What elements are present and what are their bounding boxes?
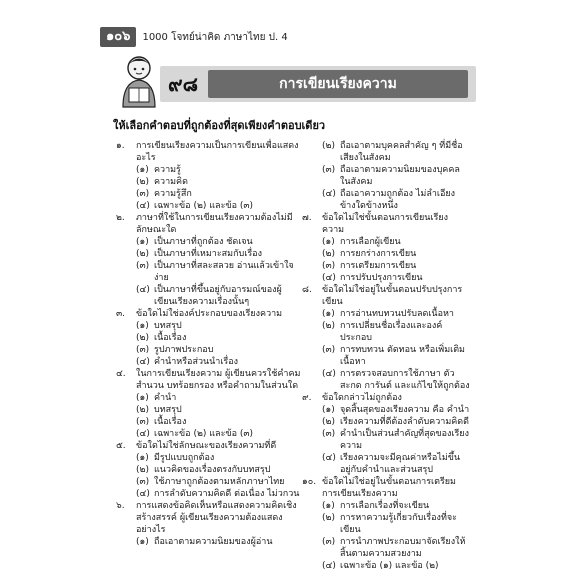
answer-option <box>302 428 470 452</box>
chapter-title: การเขียนเรียงความ <box>279 76 397 92</box>
option-text: เฉพาะข้อ (๒) และข้อ (๓) <box>154 201 254 211</box>
option-text: การลำดับความคิดดี ต่อเนื่อง ไม่วกวน <box>154 489 300 499</box>
answer-option <box>302 260 470 272</box>
question-number: ๕. <box>116 441 126 451</box>
option-number: (๑) <box>136 453 149 463</box>
option-number: (๒) <box>136 177 149 187</box>
answer-option <box>116 188 302 200</box>
page-number: ๑๐๖ <box>100 27 136 47</box>
answer-option <box>302 308 470 320</box>
question-number: ๗. <box>302 213 312 223</box>
option-number: (๔) <box>322 273 336 283</box>
option-text: เป็นภาษาที่ขึ้นอยู่กับอารมณ์ของผู้เขียนเรียงความเรื่องนั้นๆ <box>154 285 282 307</box>
question <box>116 440 302 452</box>
option-text: เฉพาะข้อ (๒) และข้อ (๓) <box>154 429 254 439</box>
option-text: ถือเอาตามความนิยมของบุคคลในสังคม <box>340 165 460 187</box>
question-number: ๖. <box>116 501 125 511</box>
question-text: การแสดงข้อคิดเห็นหรือแสดงความคิดเชิงสร้างสรรค์ ผู้เขียนเรียงความต้องแสดงอย่างไร <box>136 501 297 535</box>
answer-option <box>302 452 470 476</box>
question <box>116 140 302 164</box>
answer-option <box>116 464 302 476</box>
option-number: (๑) <box>136 321 149 331</box>
question-text: ภาษาที่ใช้ในการเขียนเรียงความต้องไม่มีลักษณะใด <box>136 213 293 235</box>
option-number: (๑) <box>322 309 335 319</box>
option-number: (๓) <box>322 429 336 439</box>
question-number: ๑. <box>116 141 125 151</box>
option-number: (๓) <box>322 537 336 547</box>
question-number: ๒. <box>116 213 125 223</box>
option-text: เรียงความที่ดีต้องลำดับความคิดดี <box>340 417 469 427</box>
answer-option <box>116 392 302 404</box>
answer-option <box>116 284 302 308</box>
option-number: (๓) <box>322 345 336 355</box>
answer-option <box>116 536 302 548</box>
option-number: (๒) <box>322 249 335 259</box>
option-number: (๔) <box>136 489 150 499</box>
option-text: เฉพาะข้อ (๑) และข้อ (๒) <box>340 561 439 571</box>
option-number: (๔) <box>322 189 336 199</box>
option-text: ถือเอาตามบุคคลสำคัญ ๆ ที่มีชื่อเสียงในสังคม <box>340 141 463 163</box>
question <box>302 212 470 236</box>
answer-option <box>116 404 302 416</box>
option-text: การตรวจสอบการใช้ภาษา ตัวสะกด การันต์ และแก้ไขให้ถูกต้อง <box>340 369 470 391</box>
answer-option <box>302 164 470 188</box>
option-text: เป็นภาษาที่สละสลวย อ่านแล้วเข้าใจง่าย <box>154 261 294 283</box>
option-text: การหาความรู้เกี่ยวกับเรื่องที่จะเขียน <box>340 513 457 535</box>
answer-option <box>302 500 470 512</box>
option-number: (๑) <box>136 537 149 547</box>
option-text: การเปลี่ยนชื่อเรื่องและองค์ประกอบ <box>340 321 443 343</box>
option-text: คำนำหรือส่วนนำเรื่อง <box>154 357 239 367</box>
option-text: เป็นภาษาที่เหมาะสมกับเรื่อง <box>154 249 262 259</box>
answer-option <box>302 368 470 392</box>
question-text: ข้อใดไม่ใช่ขั้นตอนการเขียนเรียงความ <box>322 213 449 235</box>
option-text: คำนำ <box>154 393 177 403</box>
option-number: (๑) <box>322 237 335 247</box>
option-number: (๔) <box>136 201 150 211</box>
option-number: (๓) <box>136 477 150 487</box>
option-text: การปรับปรุงการเขียน <box>340 273 423 283</box>
question-number: ๑๐. <box>302 477 317 487</box>
question <box>116 368 302 392</box>
option-text: ถือเอาตามความนิยมของผู้อ่าน <box>154 537 273 547</box>
answer-option <box>302 416 470 428</box>
option-number: (๔) <box>322 369 336 379</box>
question <box>302 392 470 404</box>
question-text: การเขียนเรียงความเป็นการเขียนเพื่อแสดงอะไร <box>136 141 299 163</box>
question-text: ข้อใดไม่ใช่องค์ประกอบของเรียงความ <box>136 309 283 319</box>
option-text: การอ่านทบทวนปรับลดเนื้อหา <box>340 309 454 319</box>
option-text: รูปภาพประกอบ <box>154 345 214 355</box>
chapter-title-box <box>208 70 468 98</box>
option-text: ความคิด <box>154 177 188 187</box>
option-number: (๔) <box>322 561 336 571</box>
chapter-banner <box>160 66 476 102</box>
option-number: (๒) <box>322 513 335 523</box>
option-number: (๓) <box>136 417 150 427</box>
question-text: ข้อใดไม่ใช่อยู่ในขั้นตอนปรับปรุงการเขียน <box>322 285 463 307</box>
option-number: (๔) <box>136 357 150 367</box>
answer-option <box>302 272 470 284</box>
page-header <box>100 26 288 48</box>
question-text: ข้อใดไม่ใช่อยู่ในขั้นตอนการเตรียมการเขียนเรียงความ <box>322 477 456 499</box>
answer-option <box>302 140 470 164</box>
option-number: (๔) <box>136 429 150 439</box>
option-text: เนื้อเรื่อง <box>154 417 187 427</box>
answer-option <box>302 248 470 260</box>
question <box>116 500 302 536</box>
option-text: การนำภาพประกอบมาจัดเรียงให้สิ้นตามความสวยงาม <box>340 537 466 559</box>
option-number: (๑) <box>136 237 149 247</box>
answer-option <box>302 512 470 536</box>
answer-option <box>116 260 302 284</box>
option-text: จุดสิ้นสุดของเรียงความ คือ คำนำ <box>340 405 470 415</box>
option-text: ความรู้ <box>154 165 181 175</box>
option-number: (๑) <box>322 501 335 511</box>
answer-option <box>116 416 302 428</box>
question-text: ข้อใดกล่าวไม่ถูกต้อง <box>322 393 402 403</box>
question-text: ในการเขียนเรียงความ ผู้เขียนควรใช้คำคมสำนวน บทร้อยกรอง หรือคำถามในส่วนใด <box>136 369 301 391</box>
option-text: บทสรุป <box>154 321 182 331</box>
answer-option <box>116 320 302 332</box>
option-number: (๓) <box>322 261 336 271</box>
answer-option <box>302 404 470 416</box>
option-number: (๒) <box>322 417 335 427</box>
option-number: (๑) <box>136 165 149 175</box>
answer-option <box>116 332 302 344</box>
option-text: การเลือกเรื่องที่จะเขียน <box>340 501 430 511</box>
answer-option <box>116 476 302 488</box>
right-column <box>302 140 470 572</box>
answer-option <box>302 188 470 212</box>
answer-option <box>116 488 302 500</box>
question <box>116 308 302 320</box>
option-number: (๓) <box>136 189 150 199</box>
answer-option <box>302 236 470 248</box>
option-text: การเลือกผู้เขียน <box>340 237 401 247</box>
question-number: ๘. <box>302 285 312 295</box>
option-number: (๓) <box>136 345 150 355</box>
option-number: (๒) <box>136 405 149 415</box>
option-number: (๓) <box>322 165 336 175</box>
option-number: (๔) <box>322 453 336 463</box>
question-text: ข้อใดไม่ใช่ลักษณะของเรียงความที่ดี <box>136 441 277 451</box>
option-text: การยกร่างการเขียน <box>340 249 417 259</box>
question-number: ๙. <box>302 393 312 403</box>
option-number: (๒) <box>322 141 335 151</box>
option-text: การทบทวน ตัดทอน หรือเพิ่มเติมเนื้อหา <box>340 345 465 367</box>
option-number: (๑) <box>136 393 149 403</box>
option-number: (๒) <box>322 321 335 331</box>
answer-option <box>116 452 302 464</box>
answer-option <box>302 344 470 368</box>
option-text: ความรู้สึก <box>154 189 192 199</box>
option-number: (๒) <box>136 333 149 343</box>
answer-option <box>116 176 302 188</box>
option-text: ถือเอาความถูกต้อง ไม่ลำเอียงข้างใดข้างหนึ่ง <box>340 189 456 211</box>
option-text: ใช้ภาษาถูกต้องตามหลักภาษาไทย <box>154 477 285 487</box>
option-text: คำนำเป็นส่วนสำคัญที่สุดของเรียงความ <box>340 429 469 451</box>
student-reading-icon <box>115 52 163 108</box>
option-number: (๓) <box>136 261 150 271</box>
answer-option <box>116 356 302 368</box>
running-title: 1000 โจทย์น่าคิด ภาษาไทย ป. 4 <box>142 31 288 43</box>
option-text: เรียงความจะมีคุณค่าหรือไม่ขึ้นอยู่กับคำนำและส่วนสรุป <box>340 453 461 475</box>
answer-option <box>302 560 470 572</box>
option-text: การเตรียมการเขียน <box>340 261 417 271</box>
chapter-number: ๙๘ <box>168 72 199 96</box>
answer-option <box>116 248 302 260</box>
question-number: ๔. <box>116 369 126 379</box>
option-number: (๔) <box>136 285 150 295</box>
option-number: (๒) <box>136 465 149 475</box>
option-text: มีรูปแบบถูกต้อง <box>154 453 215 463</box>
question <box>116 212 302 236</box>
answer-option <box>116 200 302 212</box>
option-text: เนื้อเรื่อง <box>154 333 187 343</box>
question-number: ๓. <box>116 309 126 319</box>
answer-option <box>302 320 470 344</box>
question <box>302 476 470 500</box>
answer-option <box>116 236 302 248</box>
option-number: (๒) <box>136 249 149 259</box>
answer-option <box>302 536 470 560</box>
question <box>302 284 470 308</box>
left-column <box>116 140 302 548</box>
answer-option <box>116 164 302 176</box>
option-text: เป็นภาษาที่ถูกต้อง ชัดเจน <box>154 237 253 247</box>
answer-option <box>116 428 302 440</box>
option-text: บทสรุป <box>154 405 182 415</box>
instruction: ให้เลือกคำตอบที่ถูกต้องที่สุดเพียงคำตอบเดียว <box>113 119 326 132</box>
option-number: (๑) <box>322 405 335 415</box>
answer-option <box>116 344 302 356</box>
option-text: แนวคิดของเรื่องตรงกับบทสรุป <box>154 465 271 475</box>
